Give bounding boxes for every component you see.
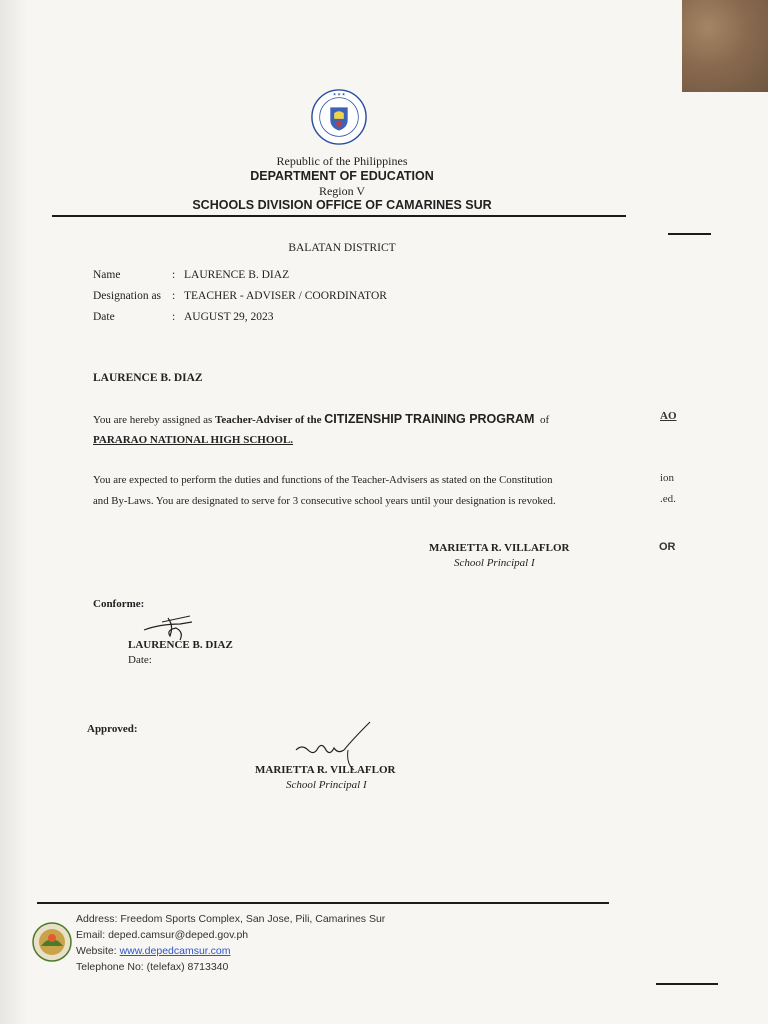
assignment-role: Teacher-Adviser of the (215, 414, 322, 426)
program-name: CITIZENSHIP TRAINING PROGRAM (324, 412, 535, 426)
division-office-name: SCHOOLS DIVISION OFFICE OF CAMARINES SUR (192, 198, 492, 212)
principal-title: School Principal I (454, 557, 535, 569)
region-name: Region V (318, 184, 366, 198)
conforme-name: LAURENCE B. DIAZ (128, 639, 233, 651)
footer-website-line (76, 945, 230, 957)
right-fragment-1: AO (660, 410, 677, 422)
svg-text:★ ★ ★: ★ ★ ★ (332, 92, 346, 97)
right-fragment-4: OR (659, 541, 676, 553)
field-colon: : (172, 269, 176, 281)
header-divider (52, 215, 626, 217)
footer-divider (37, 902, 609, 904)
footer-telephone: Telephone No: (telefax) 8713340 (76, 961, 229, 973)
approver-name: MARIETTA R. VILLAFLOR (255, 764, 396, 776)
principal-name: MARIETTA R. VILLAFLOR (429, 542, 570, 554)
assignment-line (93, 412, 549, 426)
side-dash (668, 233, 711, 235)
field-date-value: AUGUST 29, 2023 (184, 311, 274, 323)
field-colon: : (172, 290, 176, 302)
division-logo (32, 922, 72, 962)
field-date-label: Date (93, 311, 115, 323)
footer-email: Email: deped.camsur@deped.gov.ph (76, 929, 249, 941)
conforme-date-label: Date: (128, 654, 152, 666)
school-name: PARARAO NATIONAL HIGH SCHOOL. (93, 434, 294, 446)
conforme-label: Conforme: (93, 598, 145, 610)
footer-website-label: Website: (76, 945, 117, 957)
right-fragment-3: .ed. (660, 493, 676, 505)
country-name: Republic of the Philippines (276, 154, 408, 168)
addressee-name: LAURENCE B. DIAZ (93, 372, 203, 384)
approver-title: School Principal I (286, 779, 367, 791)
deped-seal-logo (310, 88, 368, 146)
approved-label: Approved: (87, 723, 138, 735)
duties-line-1: You are expected to perform the duties and functions of the Teacher-Advisers as stated on the Constitution (93, 474, 553, 486)
footer-website-link[interactable]: www.depedcamsur.com (119, 945, 231, 957)
field-name-value: LAURENCE B. DIAZ (184, 269, 290, 281)
field-designation-label: Designation as (93, 290, 162, 302)
right-fragment-2: ion (660, 472, 675, 484)
footer-address: Address: Freedom Sports Complex, San Jose, Pili, Camarines Sur (76, 913, 386, 925)
paper-scrap-corner (682, 0, 768, 92)
field-colon: : (172, 311, 176, 323)
field-name-label: Name (93, 269, 121, 281)
field-designation-value: TEACHER - ADVISER / COORDINATOR (184, 290, 387, 302)
assignment-intro: You are hereby assigned as (93, 414, 213, 426)
department-name: DEPARTMENT OF EDUCATION (250, 169, 434, 183)
district-name: BALATAN DISTRICT (288, 242, 396, 254)
assignment-of: of (539, 414, 550, 426)
footer-side-dash (656, 983, 718, 985)
duties-line-2: and By-Laws. You are designated to serve for 3 consecutive school years until your designation is revoked. (93, 495, 556, 507)
